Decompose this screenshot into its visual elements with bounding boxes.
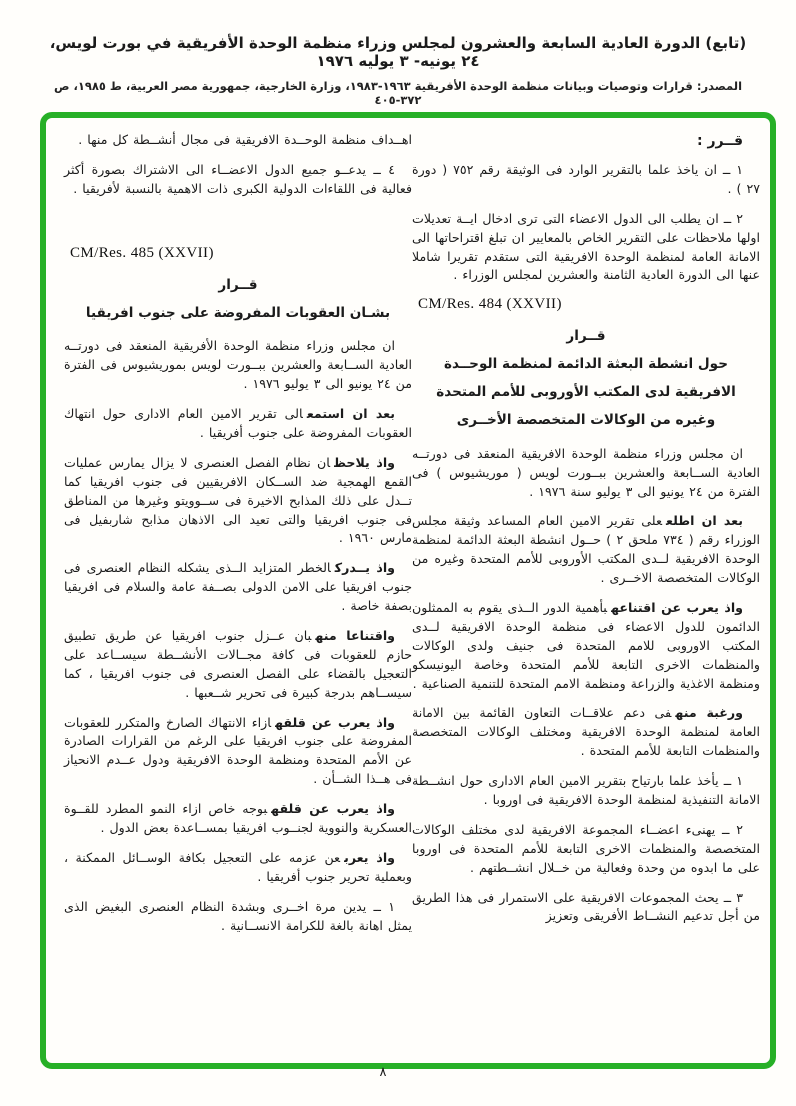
two-column-layout (56, 131, 760, 1053)
paragraph-lead: واذ يعرب عن قلقه (275, 714, 395, 730)
title-line: بشـان العقوبات المفروضة على جنوب افريقيا (85, 304, 391, 321)
paragraph (412, 704, 760, 761)
paragraph-lead: بعد ان استمع (306, 406, 396, 422)
paragraph-text: فى دعم علاقــات التعاون القائمة بين الامانة العامة لمنظمة الوحدة الافريقية ومختلف الوكالات المتخصصة والمنظمات التابعة للأمم المتحدة . (412, 705, 760, 759)
numbered-item: ١ ــ ان ياخذ علما بالتقرير الوارد فى الوثيقة رقم ٧٥٢ ( دورة ٢٧ ) . (412, 162, 760, 196)
paragraph-lead: واقتناعا منه (315, 627, 395, 643)
decree-title-484 (412, 323, 760, 434)
numbered-item: ٢ ــ ان يطلب الى الدول الاعضاء التى ترى ادخال ايــة تعديلات اولها ملاحظات على التقرير الخاص بالمعايير ان تبلغ اقتراحاتها الى الامانة العامة لمنظمة الوحدة الافريقية التى ستقدم تقريرا شاملا عنها الى الدورة العادية الثامنة والعشرين لمجلس الوزراء . (412, 210, 760, 283)
title-line: وغيره من الوكالات المتخصصة الأخــرى (456, 411, 716, 428)
resolution-code-485: CM/Res. 485 (XXVII) (70, 244, 214, 261)
paragraph (64, 627, 412, 703)
page-header (40, 34, 756, 107)
continuation-paragraph: اهــداف منظمة الوحــدة الافريقية فى مجال أنشــطة كل منها . (78, 132, 412, 147)
title-line: الافريقية لدى المكتب الأوروبى للأمم المتحدة (436, 384, 736, 401)
paragraph-lead: بعد ان اطلع (666, 513, 743, 529)
paragraph-text: الخطر المتزايد الــذى يشكله النظام العنصرى فى جنوب افريقيا على الامن الدولى بصــفة عامة والسلام فى افريقيا بصفة خاصة . (64, 560, 412, 614)
column-right-res-484 (412, 131, 760, 1053)
paragraph-text: بوجه خاص ازاء النمو المطرد للقــوة العسكرية والنووية لجنــوب افريقيا بمســاعدة بعض الدول . (64, 801, 412, 835)
decree-label: قــرر : (697, 133, 743, 149)
paragraph-lead: واذ يــدرك (334, 560, 395, 576)
resolution-code-484: CM/Res. 484 (XXVII) (418, 296, 562, 313)
paragraph (64, 849, 412, 887)
paragraph-text: على تقرير الامين العام المساعد وثيقة مجلس الوزراء رقم ( ٧٣٤ ملحق ٢ ) حــول انشطة البعثة الدائمة لمنظمة الوحدة الافريقية لــدى المكتب الأوروبى للأمم المتحدة وغيره من الوكالات المتخصصة الاخــرى . (412, 513, 760, 586)
column-left-res-485 (64, 131, 412, 1053)
paragraph-lead: واذ يعرب عن قلقه (271, 801, 395, 817)
paragraph-text: الى تقرير الامين العام الادارى حول انتهاك العقوبات المفروضة على جنوب أفريقيا . (64, 406, 412, 440)
numbered-item: ١ ــ يدين مرة اخــرى وبشدة النظام العنصرى البغيض الذى يمثل اهانة بالغة للكرامة الانســانية . (64, 898, 412, 933)
paragraph-lead: واذ يعرب (344, 849, 395, 865)
paragraph (64, 454, 412, 548)
paragraph (64, 800, 412, 838)
paragraph (64, 337, 412, 394)
numbered-item: ٤ ــ يدعــو جميع الدول الاعضــاء الى الاشتراك بصورة أكثر فعالية فى اللقاءات الدولية الكبرى ذات الاهمية بالنسبة لأفريقيا . (64, 161, 412, 196)
decree-title-485 (64, 272, 412, 328)
paragraph (64, 405, 412, 443)
numbered-item: ١ ــ يأخذ علما بارتياح بتقرير الامين العام الادارى حول انشــطة الامانة التنفيذية لمنظمة الوحدة الافريقية فى اوروبا . (412, 773, 760, 808)
paragraph (64, 559, 412, 616)
paragraph-text: بأهمية الدور الــذى يقوم به الممثلون الدائمون للدول الاعضاء فى منظمة الوحدة الافريقية لــدى المكتب الاوروبى للامم المتحدة فى جنيف ولدى الوكالات والمنظمات الاخرى التابعة للأمم المتحدة وخاصة اليونيسكو ومنظمة الاغذية والزراعة ومنظمة الامم المتحدة للتنمية الصناعية . (412, 600, 760, 691)
paragraph-lead: واذ يعرب عن اقتناعه (611, 600, 743, 616)
numbered-item: ٣ ــ يحث المجموعات الافريقية على الاستمرار فى هذا الطريق من أجل تدعيم النشــاط الأفريقى وتعزيز (412, 889, 760, 924)
title-line: قــرار (566, 328, 606, 345)
header-session-title: (تابع) الدورة العادية السابعة والعشرون لمجلس وزراء منظمة الوحدة الأفريقية في بورت لويس، ٢٤ يونيه- ٣ يوليه ١٩٧٦ (49, 34, 747, 70)
paragraph-text: عن عزمه على التعجيل بكافة الوســائل الممكنة ، وبعملية تحرير جنوب أفريقيا . (64, 849, 412, 884)
title-line: حول انشطة البعثة الدائمة لمنظمة الوحــدة (444, 356, 728, 373)
paragraph-lead: ورغبة منه (675, 705, 743, 721)
paragraph (412, 599, 760, 693)
paragraph-text: بان عــزل جنوب افريقيا عن طريق تطبيق حازم للعقوبات فى كافة مجــالات الأنشــطة سيســاعد على التعجيل بالقضاء على الفصل العنصرى فى جنوب افريقيا ، كما سيســاهم بدرجة كبيرة فى تحرير شــعبها . (64, 627, 412, 700)
paragraph (64, 714, 412, 790)
page-number: ٨ (379, 1065, 387, 1080)
content-frame (40, 112, 776, 1069)
paragraph-text: ان نظام الفصل العنصرى لا يزال يمارس عمليات القمع الهمجية ضد الســكان الافريقيين فى جنوب افريقيا كما تــدل على ذلك المذابح الاخيرة فى ســوويتو وغيرها من المناطق فى جنوب افريقيا والتى تعيد الى الاذهان مذابح شاربفيل فى مارس ١٩٦٠ . (64, 454, 412, 546)
paragraph-text: ان مجلس وزراء منظمة الوحدة الافريقية المنعقد فى دورتــه العادية الســابعة والعشرين ببــورت لويس ( موريشيوس ) فى الفترة من ٢٤ يونيو الى ٣ يوليو سنة ١٩٧٦ . (412, 445, 760, 499)
paragraph (412, 512, 760, 588)
paragraph-text: ازاء الانتهاك الصارخ والمتكرر للعقوبات المفروضة على جنوب افريقيا على الرغم من القرارات الصادرة عن الأمم المتحدة ومنظمة الوحدة الافريقية ودول عــدم الانحياز فى هــذا الشــأن . (64, 714, 412, 787)
numbered-item: ٢ ــ يهنىء اعضــاء المجموعة الافريقية لدى مختلف الوكالات المتخصصة والمنظمات الاخرى التابعة للأمم المتحدة فى اوروبا على ما ابدوه من وحدة وفعالية من خــلال انشــطتهم . (412, 821, 760, 875)
title-line: قــرار (218, 276, 258, 293)
paragraph-lead: واذ يلاحظ (334, 454, 395, 470)
paragraph-text: ان مجلس وزراء منظمة الوحدة الأفريقية المنعقد فى دورتــه العادية الســابعة والعشرين ببــورت لويس بموريشيوس فى الفترة من ٢٤ يونيو الى ٣ يوليو ١٩٧٦ . (64, 338, 412, 392)
header-source-line: المصدر: قرارات وتوصيات وبيانات منظمة الوحدة الأفريقية ١٩٦٣-١٩٨٣، وزارة الخارجية، جمهورية مصر العربية، ط ١٩٨٥، ص ٣٧٢-٤٠٥ (53, 79, 743, 107)
paragraph (412, 445, 760, 502)
